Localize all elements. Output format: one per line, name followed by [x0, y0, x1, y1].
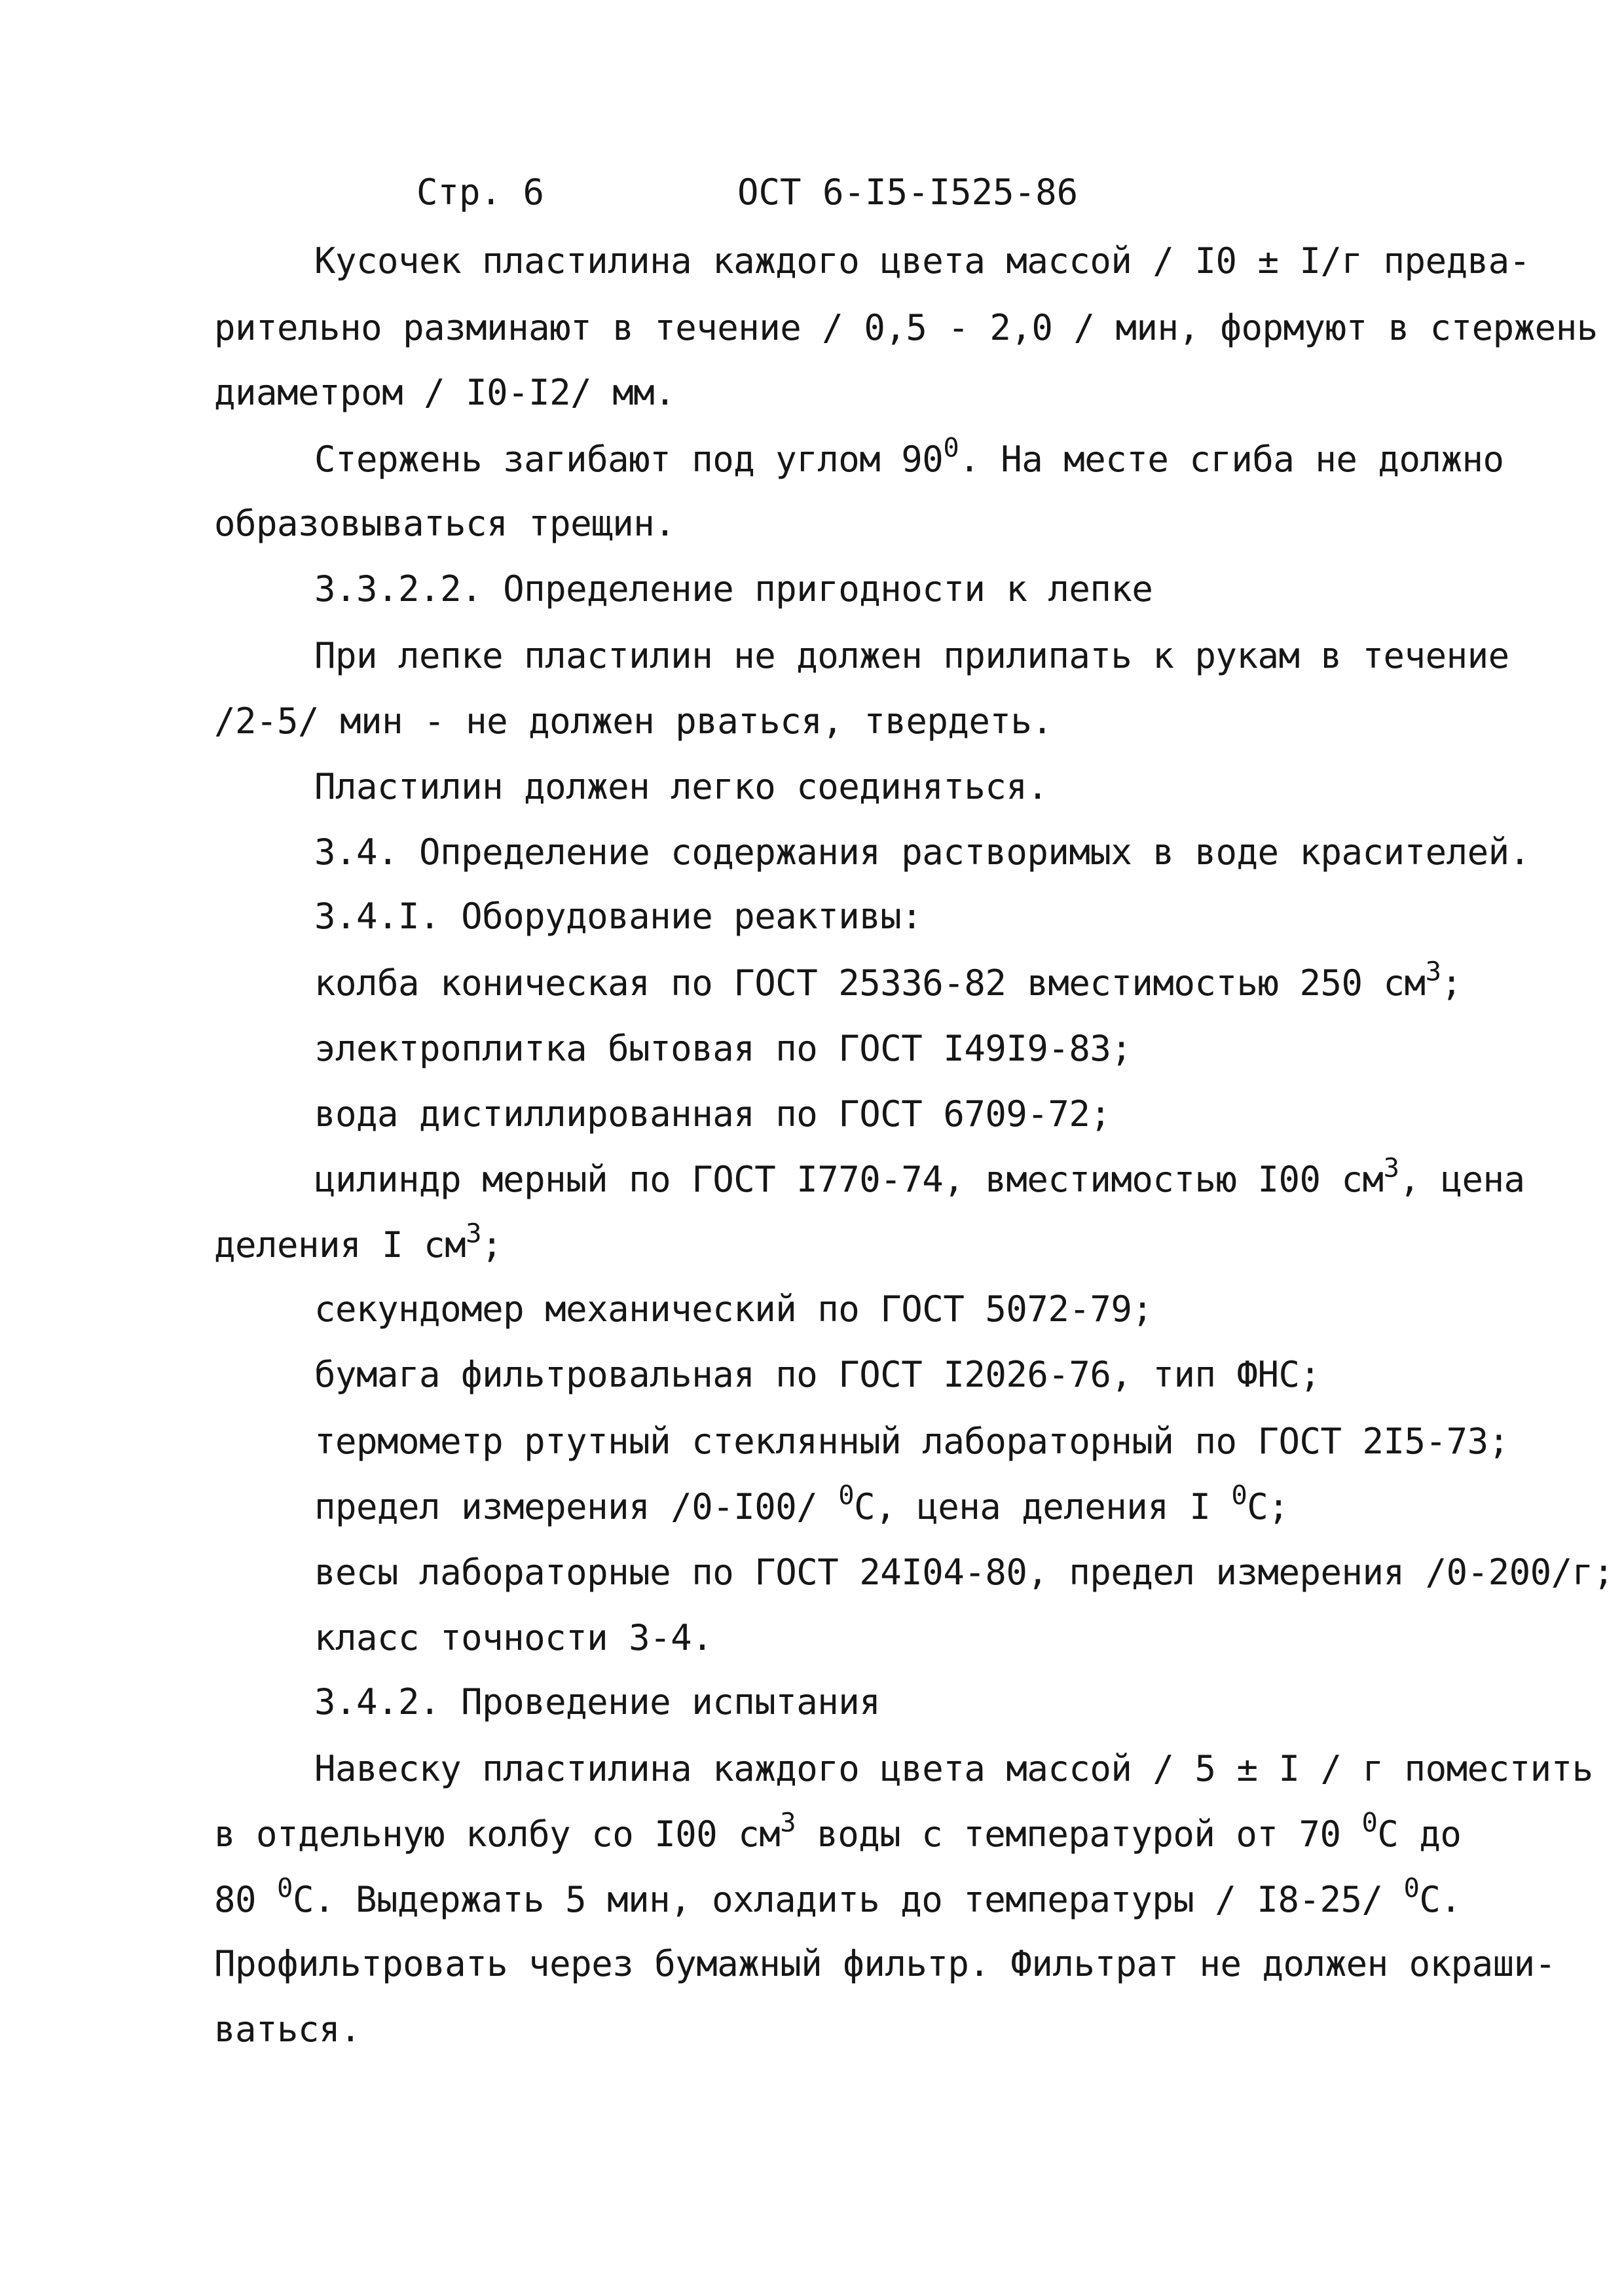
text-line: диаметром / I0-I2/ мм.: [214, 372, 676, 413]
text-line: ваться.: [214, 2009, 361, 2050]
list-item: термометр ртутный стеклянный лабораторный по ГОСТ 2I5-73;: [314, 1421, 1509, 1462]
section-heading: 3.4.2. Проведение испытания: [314, 1681, 881, 1722]
list-item: бумага фильтровальная по ГОСТ I2026-76, тип ФНС;: [314, 1354, 1321, 1395]
text-line: Навеску пластилина каждого цвета массой / 5 ± I / г поместить: [314, 1748, 1593, 1789]
section-heading: 3.3.2.2. Определение пригодности к лепке: [314, 568, 1153, 610]
text-line: рительно разминают в течение / 0,5 - 2,0 / мин, формуют в стержень: [214, 307, 1598, 348]
list-item: секундомер механический по ГОСТ 5072-79;: [314, 1288, 1153, 1330]
degree-superscript: 0: [943, 431, 959, 464]
text-line: При лепке пластилин не должен прилипать к рукам в течение: [314, 635, 1509, 676]
page-number: Стр. 6: [416, 172, 545, 213]
list-item: цилиндр мерный по ГОСТ I770-74, вместимостью I00 $см^3$, цена: [314, 1152, 1525, 1200]
list-item: деления I $см^3$;: [214, 1217, 503, 1266]
section-heading: 3.4. Определение содержания растворимых в воде красителей.: [314, 831, 1530, 873]
document-code: ОСТ 6-I5-I525-86: [737, 172, 1079, 213]
text-line: Профильтровать через бумажный фильтр. Фильтрат не должен окраши-: [214, 1943, 1556, 1984]
page-header: [416, 172, 1079, 213]
list-item: класс точности 3-4.: [314, 1617, 713, 1658]
text-line: 80 $^0$С. Выдержать 5 мин, охладить до температуры / I8-25/ $^0$С.: [214, 1872, 1462, 1920]
text-line: образовываться трещин.: [214, 503, 676, 544]
list-item: предел измерения /0-I00/ $^0$С, цена деления I $^0$С;: [314, 1479, 1289, 1527]
list-item: колба коническая по ГОСТ 25336-82 вместимостью 250 $см^3$;: [314, 955, 1462, 1004]
section-heading: 3.4.I. Оборудование реактивы:: [314, 896, 923, 937]
list-item: весы лабораторные по ГОСТ 24I04-80, предел измерения /0-200/г;: [314, 1552, 1614, 1593]
text-line: Кусочек пластилина каждого цвета массой / I0 ± I/г предва-: [314, 240, 1530, 282]
text-line: Стержень загибают под углом $90^0$. На месте сгиба не должно: [314, 431, 1504, 480]
text-line: Пластилин должен легко соединяться.: [314, 766, 1048, 807]
list-item: вода дистиллированная по ГОСТ 6709-72;: [314, 1093, 1111, 1135]
text-line: /2-5/ мин - не должен рваться, твердеть.: [214, 701, 1053, 742]
text-line: в отдельную колбу со I00 $см^3$ воды с температурой от 70 $^0$С до: [214, 1806, 1462, 1855]
list-item: электроплитка бытовая по ГОСТ I49I9-83;: [314, 1028, 1132, 1069]
